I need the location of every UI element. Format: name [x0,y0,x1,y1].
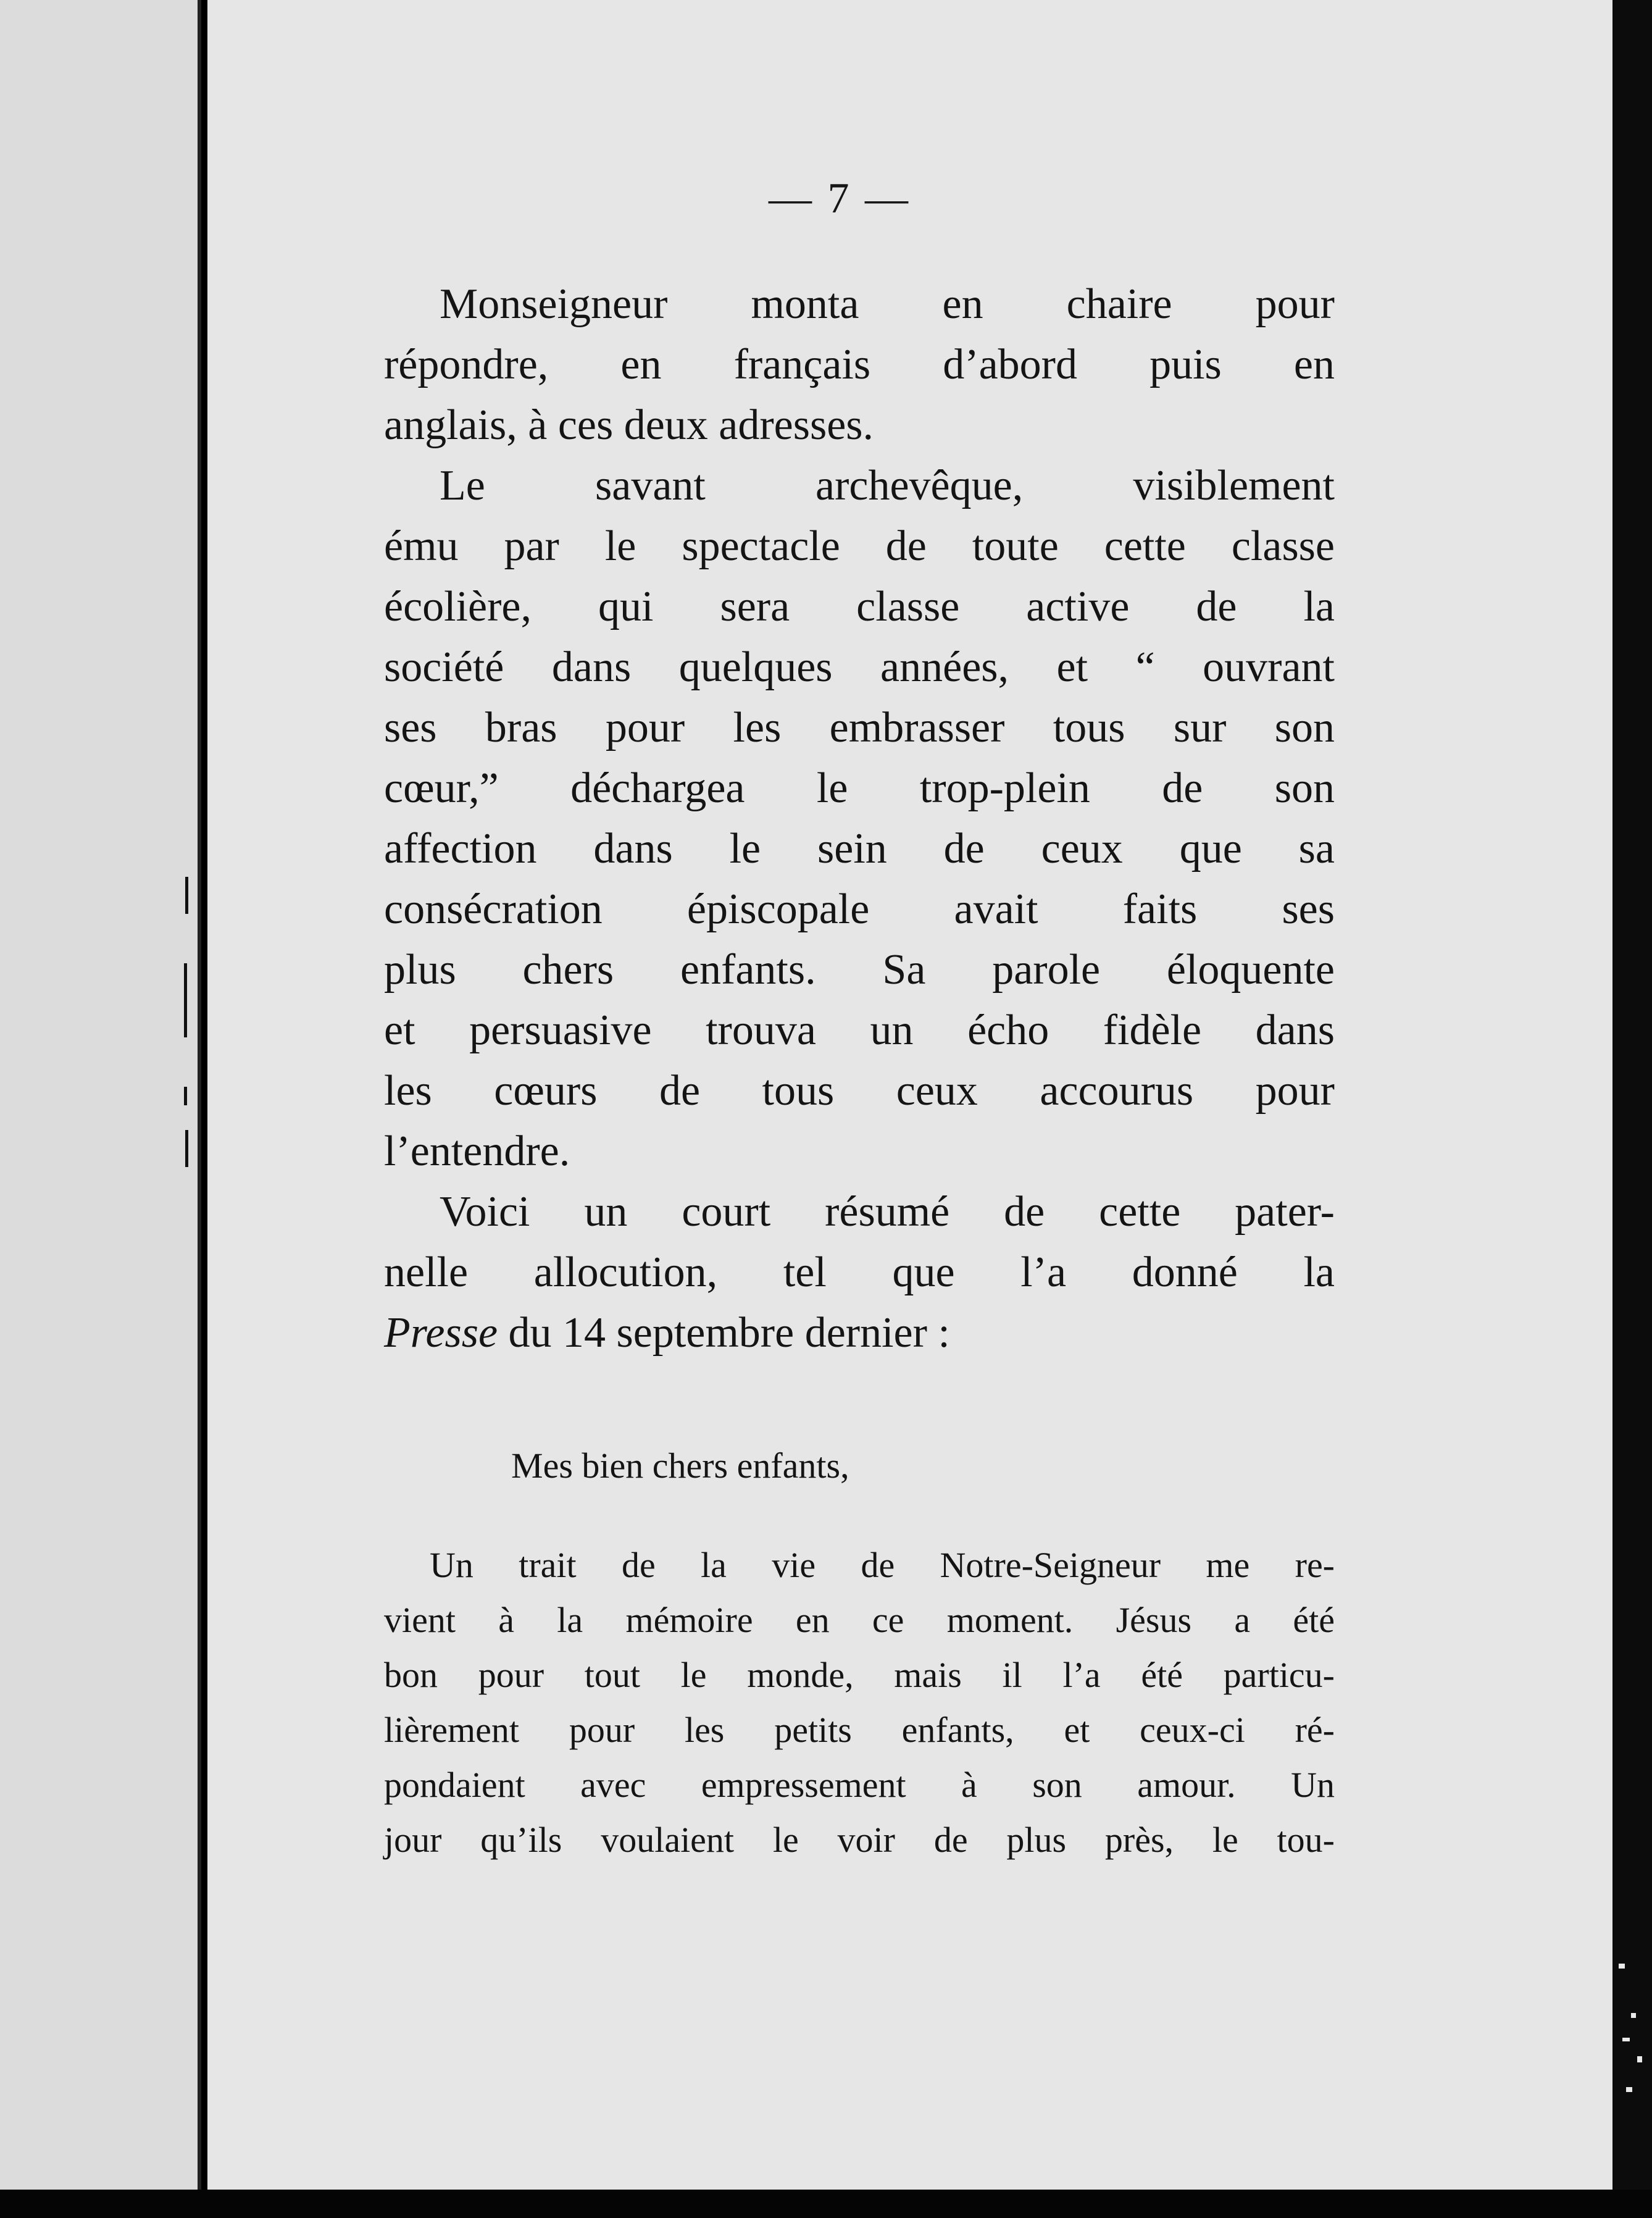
text-line: écolière, qui sera classe active de la [384,583,1335,630]
quote-line: vient à la mémoire en ce moment. Jésus a été [384,1600,1335,1640]
italic-title: Presse [384,1309,498,1357]
facing-page-edge [0,0,201,2218]
text-line: affection dans le sein de ceux que sa [384,825,1335,873]
quote-line: pondaient avec empressement à son amour. Un [384,1765,1335,1805]
paragraph [384,274,1335,456]
page-right-edge [1612,0,1652,2218]
text-line [384,1303,1335,1363]
text-line: Monseigneur monta en chaire pour [440,280,1335,328]
binding-mark [185,877,188,914]
binding-mark [185,1130,188,1167]
quote-line: Un trait de la vie de Notre-Seigneur me re- [430,1545,1335,1585]
scan-speck [1626,2087,1632,2092]
text-line: Voici un court résumé de cette pater- [440,1188,1335,1236]
text-line: anglais, à ces deux adresses. [384,401,874,449]
salutation: Mes bien chers enfants, [511,1446,849,1486]
scan-bottom-border [0,2190,1652,2218]
text-line: nelle allocution, tel que l’a donné la [384,1249,1335,1296]
text-line: plus chers enfants. Sa parole éloquente [384,946,1335,994]
text-line: Le savant archevêque, visiblement [440,462,1335,509]
scan-speck [1631,2013,1636,2018]
scan-speck [1622,2038,1630,2041]
scan-speck [1619,1964,1625,1969]
text-line: société dans quelques années, et “ ouvrant [384,643,1335,691]
page-number: — 7 — [769,175,911,222]
body-text [384,274,1335,1363]
text-line: consécration épiscopale avait faits ses [384,885,1335,933]
quote-line: jour qu’ils voulaient le voir de plus près, le tou- [384,1820,1335,1860]
binding-mark [184,963,187,1037]
text-line: et persuasive trouva un écho fidèle dans [384,1006,1335,1054]
paragraph [384,1182,1335,1363]
text-line: répondre, en français d’abord puis en [384,341,1335,388]
paragraph [384,456,1335,1182]
quote-line: lièrement pour les petits enfants, et ceux-ci ré- [384,1710,1335,1750]
text-line: les cœurs de tous ceux accourus pour [384,1067,1335,1115]
quote-line: bon pour tout le monde, mais il l’a été particu- [384,1655,1335,1695]
quoted-address [384,1538,1335,1867]
text-run: du 14 septembre dernier : [498,1309,950,1357]
binding-mark [184,1087,187,1105]
scan-speck [1637,2056,1642,2062]
text-line: cœur,” déchargea le trop-plein de son [384,764,1335,812]
text-line: l’entendre. [384,1128,570,1175]
text-line: ému par le spectacle de toute cette classe [384,522,1335,570]
text-line: ses bras pour les embrasser tous sur son [384,704,1335,751]
